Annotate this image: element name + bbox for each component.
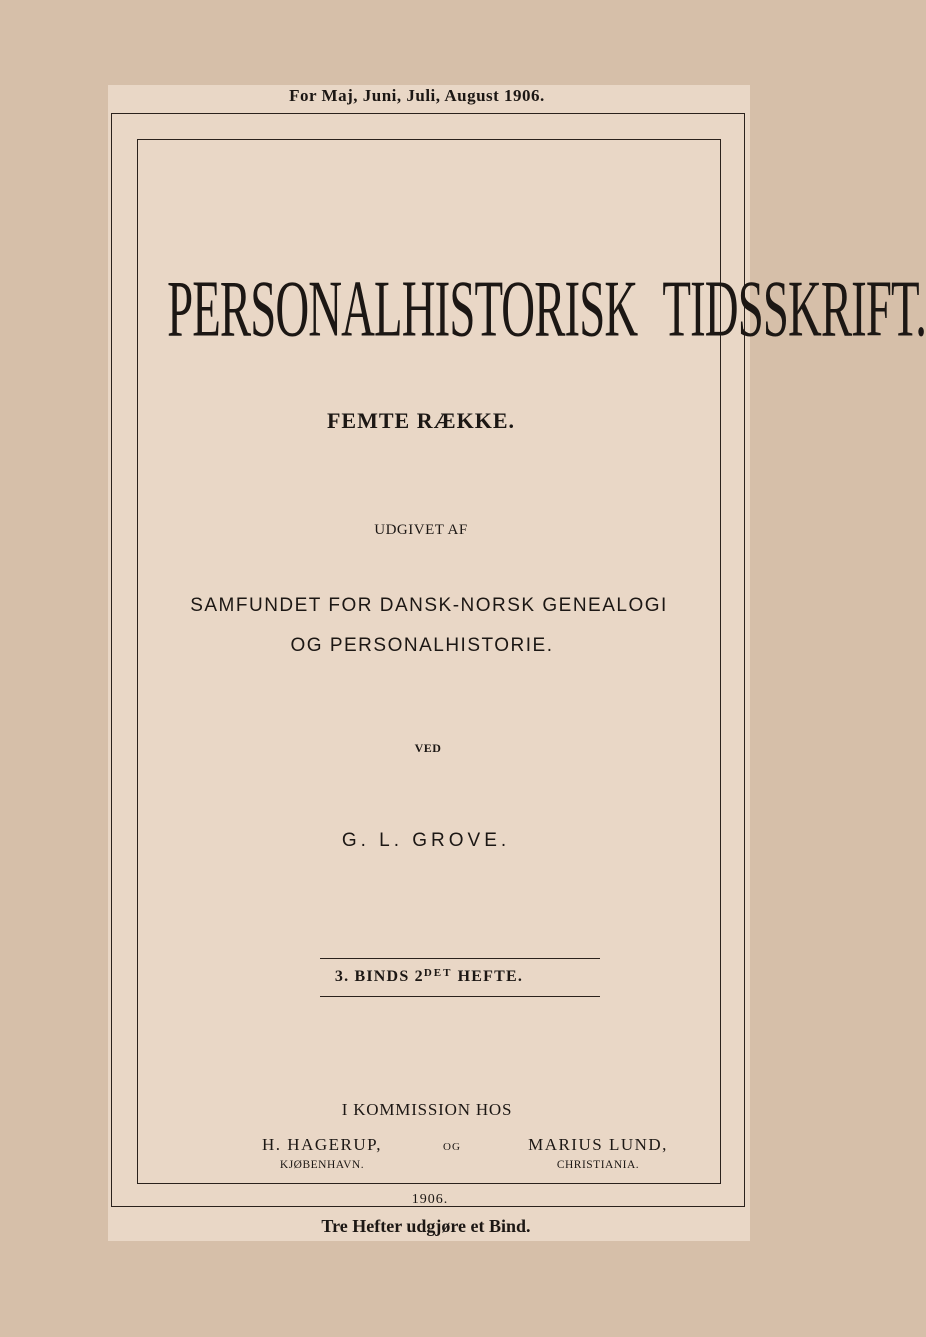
rule-top: [320, 958, 600, 959]
publisher-right-name: MARIUS LUND,: [528, 1135, 668, 1154]
editor-name: G. L. GROVE.: [341, 830, 511, 851]
journal-title: [167, 264, 926, 355]
conjunction: OG: [443, 1141, 461, 1153]
inner-frame: [137, 139, 926, 1207]
journal-title-part2: TIDSSKRIFT.: [662, 265, 926, 354]
society-name-line2: OG PERSONALHISTORIE.: [290, 635, 554, 656]
footer-note: Tre Hefter udgjøre et Bind.: [321, 1216, 531, 1236]
issue-suffix: HEFTE.: [457, 968, 524, 985]
published-by-label: UDGIVET AF: [374, 522, 468, 538]
publisher-left: [242, 1135, 402, 1171]
publisher-left-name: H. HAGERUP,: [262, 1135, 382, 1154]
issue-superscript: DET: [423, 967, 453, 979]
series-label: FEMTE RÆKKE.: [326, 408, 515, 433]
publisher-right: [514, 1135, 682, 1171]
rule-bottom: [320, 996, 600, 997]
by-label: VED: [414, 741, 442, 755]
header-note: For Maj, Juni, Juli, August 1906.: [289, 86, 545, 105]
issue-label: [138, 967, 720, 986]
publisher-right-city: CHRISTIANIA.: [556, 1159, 640, 1171]
title-page: [108, 85, 926, 1241]
journal-title-part1: PERSONALHISTORISK: [167, 265, 638, 354]
society-name-line1: SAMFUNDET FOR DANSK-NORSK GENEALOGI: [190, 595, 668, 616]
commission-label: I KOMMISSION HOS: [341, 1100, 513, 1119]
issue-prefix: 3. BINDS 2: [334, 968, 424, 985]
publisher-left-city: KJØBENHAVN.: [279, 1159, 365, 1171]
publication-year: 1906.: [411, 1192, 449, 1207]
